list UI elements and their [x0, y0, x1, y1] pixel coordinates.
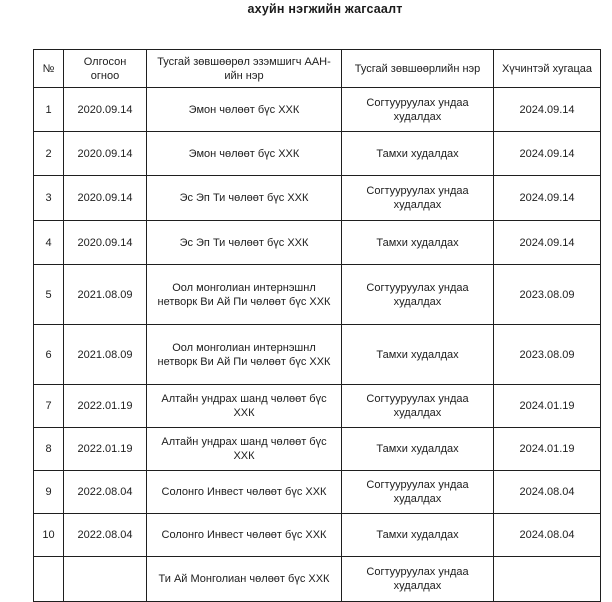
header-cell-issue-date: Олгосон огноо	[64, 50, 147, 88]
cell-license-name: Согтууруулах ундаа худалдах	[342, 471, 494, 514]
cell-number: 2	[34, 132, 64, 176]
cell-issue-date: 2020.09.14	[64, 221, 147, 265]
cell-number: 8	[34, 428, 64, 471]
header-cell-company: Тусгай зөвшөөрөл эзэмшигч ААН-ийн нэр	[147, 50, 342, 88]
cell-number	[34, 557, 64, 602]
cell-license-name: Согтууруулах ундаа худалдах	[342, 265, 494, 325]
cell-issue-date: 2022.08.04	[64, 514, 147, 557]
cell-number: 1	[34, 88, 64, 132]
cell-company: Оол монголиан интернэшнл нетворк Ви Ай Пи чөлөөт бүс ХХК	[147, 325, 342, 385]
cell-number: 3	[34, 176, 64, 221]
cell-issue-date: 2020.09.14	[64, 176, 147, 221]
cell-number: 5	[34, 265, 64, 325]
cell-issue-date: 2020.09.14	[64, 132, 147, 176]
page-title: ахуйн нэгжийн жагсаалт	[247, 2, 403, 16]
cell-company: Эмон чөлөөт бүс ХХК	[147, 88, 342, 132]
table-row	[34, 514, 601, 557]
cell-validity: 2024.09.14	[494, 132, 601, 176]
cell-company: Солонго Инвест чөлөөт бүс ХХК	[147, 514, 342, 557]
cell-validity: 2024.09.14	[494, 88, 601, 132]
table-row	[34, 176, 601, 221]
cell-issue-date: 2022.01.19	[64, 428, 147, 471]
license-table	[33, 49, 601, 602]
cell-validity: 2024.08.04	[494, 514, 601, 557]
cell-license-name: Тамхи худалдах	[342, 132, 494, 176]
cell-validity: 2024.09.14	[494, 221, 601, 265]
table-row	[34, 265, 601, 325]
cell-issue-date: 2022.08.04	[64, 471, 147, 514]
cell-company: Эс Эп Ти чөлөөт бүс ХХК	[147, 221, 342, 265]
header-row	[34, 50, 601, 88]
cell-validity: 2023.08.09	[494, 325, 601, 385]
table-row	[34, 325, 601, 385]
cell-number: 10	[34, 514, 64, 557]
cell-license-name: Согтууруулах ундаа худалдах	[342, 88, 494, 132]
cell-validity: 2024.09.14	[494, 176, 601, 221]
cell-company: Алтайн ундрах шанд чөлөөт бүс ХХК	[147, 385, 342, 428]
table-row	[34, 88, 601, 132]
cell-issue-date	[64, 557, 147, 602]
header-cell-number: №	[34, 50, 64, 88]
cell-number: 7	[34, 385, 64, 428]
cell-company: Оол монголиан интернэшнл нетворк Ви Ай Пи чөлөөт бүс ХХК	[147, 265, 342, 325]
cell-license-name: Тамхи худалдах	[342, 514, 494, 557]
cell-company: Эмон чөлөөт бүс ХХК	[147, 132, 342, 176]
cell-validity: 2024.08.04	[494, 471, 601, 514]
header-cell-validity: Хүчинтэй хугацаа	[494, 50, 601, 88]
cell-license-name: Тамхи худалдах	[342, 221, 494, 265]
cell-validity: 2024.01.19	[494, 385, 601, 428]
cell-license-name: Согтууруулах ундаа худалдах	[342, 385, 494, 428]
table-row	[34, 428, 601, 471]
header-cell-license-name: Тусгай зөвшөөрлийн нэр	[342, 50, 494, 88]
cell-company: Солонго Инвест чөлөөт бүс ХХК	[147, 471, 342, 514]
cell-number: 6	[34, 325, 64, 385]
cell-company: Ти Ай Монголиан чөлөөт бүс ХХК	[147, 557, 342, 602]
cell-issue-date: 2021.08.09	[64, 325, 147, 385]
cell-license-name: Согтууруулах ундаа худалдах	[342, 176, 494, 221]
table-row	[34, 132, 601, 176]
table-row-partial	[34, 557, 601, 602]
cell-issue-date: 2022.01.19	[64, 385, 147, 428]
cell-number: 9	[34, 471, 64, 514]
cell-company: Эс Эп Ти чөлөөт бүс ХХК	[147, 176, 342, 221]
table-row	[34, 221, 601, 265]
cell-issue-date: 2020.09.14	[64, 88, 147, 132]
cell-validity	[494, 557, 601, 602]
cell-number: 4	[34, 221, 64, 265]
table-row	[34, 385, 601, 428]
cell-issue-date: 2021.08.09	[64, 265, 147, 325]
cell-validity: 2023.08.09	[494, 265, 601, 325]
cell-license-name: Согтууруулах ундаа худалдах	[342, 557, 494, 602]
cell-license-name: Тамхи худалдах	[342, 428, 494, 471]
cell-validity: 2024.01.19	[494, 428, 601, 471]
table-row	[34, 471, 601, 514]
cell-license-name: Тамхи худалдах	[342, 325, 494, 385]
cell-company: Алтайн ундрах шанд чөлөөт бүс ХХК	[147, 428, 342, 471]
